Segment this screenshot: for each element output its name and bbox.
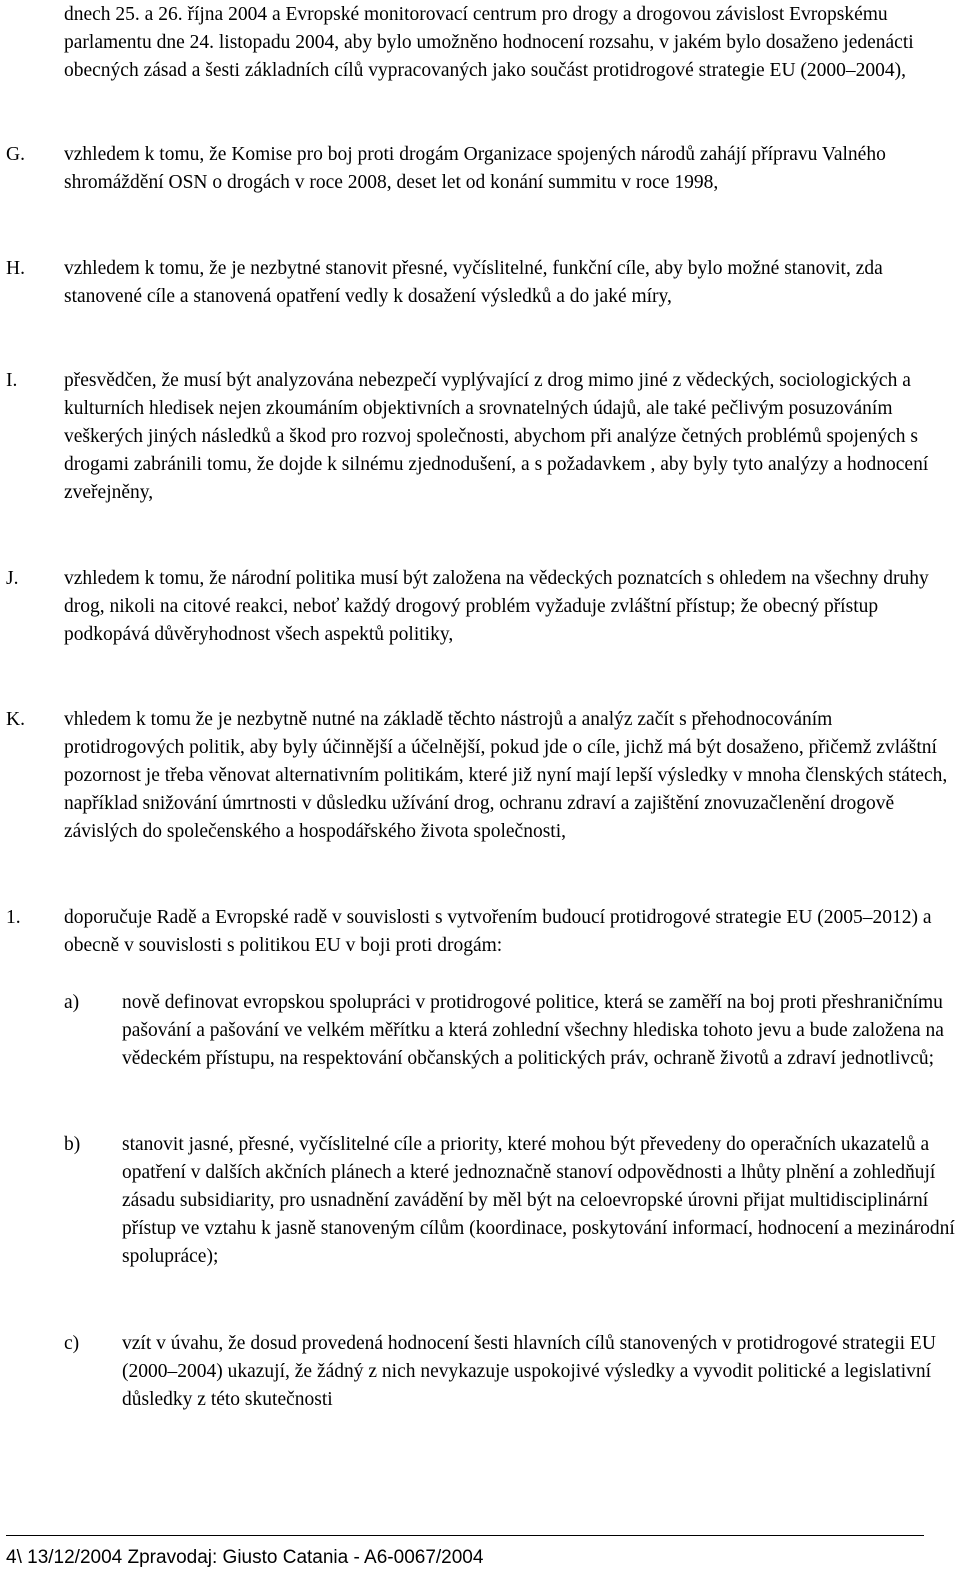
recital-text: vzhledem k tomu, že národní politika musí být založena na vědeckých poznatcích s ohledem na všechny druhy drog, nikoli na citové reakci, neboť každý drogový problém vyžaduje zvláštní přístup; že obecný přístup podkopává důvěryhodnost všech aspektů politiky, — [64, 568, 929, 645]
recital-text: vhledem k tomu že je nezbytně nutné na základě těchto nástrojů a analýz začít s přehodnocováním protidrogových politik, aby byly účinnější a účelnější, pokud jde o cíle, jichž má být dosaženo, přičemž zvláštní pozornost je třeba věnovat alternativním politikám, které již nyní mají lepší výsledky v mnoha členských státech, například snižování úmrtnosti v důsledku užívání drog, ochranu zdraví a zajištění znovuzačlenění drogově závislých do společenského a hospodářského života společnosti, — [64, 709, 948, 842]
point-text: stanovit jasné, přesné, vyčíslitelné cíle a priority, které mohou být převedeny do operačních ukazatelů a opatření v dalších akčních plánech a které jednoznačně stanoví odpovědnosti a lhůty plnění a zohledňují zásadu subsidiarity, pro usnadnění zavádění by měl být na celoevropské úrovni přijat multidisciplinární přístup ve vztahu k jasně stanoveným cílům (koordinace, poskytování informací, hodnocení a mezinárodní spolupráce); — [122, 1134, 955, 1267]
recital-text: vzhledem k tomu, že je nezbytné stanovit přesné, vyčíslitelné, funkční cíle, aby bylo možné stanovit, zda stanovené cíle a stanovená opatření vedly k dosažení výsledků a do jaké míry, — [64, 258, 883, 307]
point-text: nově definovat evropskou spolupráci v protidrogové politice, která se zaměří na boj proti přeshraničnímu pašování a pašování ve velkém měřítku a která zohlední všechny hlediska tohoto jevu a bude založena na vědeckém přístupu, na respektování občanských a politických práv, ochraně životů a zdraví jednotlivců; — [122, 992, 944, 1069]
point-marker: b) — [64, 1134, 81, 1155]
recital-marker: K. — [6, 709, 25, 730]
recital-marker: J. — [6, 568, 19, 589]
recital-text: vzhledem k tomu, že Komise pro boj proti drogám Organizace spojených národů zahájí přípravu Valného shromáždění OSN o drogách v roce 2008, deset let od konání summitu v roce 1998, — [64, 144, 886, 193]
page-footer: 4\ 13/12/2004 Zpravodaj: Giusto Catania - A6-0067/2004 — [6, 1547, 484, 1568]
recommendation-marker: 1. — [6, 907, 21, 928]
point-text: vzít v úvahu, že dosud provedená hodnocení šesti hlavních cílů stanovených v protidrogové strategii EU (2000–2004) ukazují, že žádný z nich nevykazuje uspokojivé výsledky a vyvodit politické a legislativní důsledky z této skutečnosti — [122, 1333, 936, 1410]
footer-divider — [6, 1535, 924, 1536]
recital-marker: I. — [6, 370, 18, 391]
recital-marker: H. — [6, 258, 25, 279]
point-marker: c) — [64, 1333, 80, 1354]
point-marker: a) — [64, 992, 80, 1013]
intro-paragraph: dnech 25. a 26. října 2004 a Evropské monitorovací centrum pro drogy a drogovou závislost Evropskému parlamentu dne 24. listopadu 2004, aby bylo umožněno hodnocení rozsahu, v jakém bylo dosaženo jedenácti obecných zásad a šesti základních cílů vypracovaných jako součást protidrogové strategie EU (2000–2004), — [64, 4, 914, 81]
recital-text: přesvědčen, že musí být analyzována nebezpečí vyplývající z drog mimo jiné z vědeckých, sociologických a kulturních hledisek nejen zkoumáním objektivních a srovnatelných údajů, ale také pečlivým posuzováním veškerých jiných následků a škod pro rozvoj společnosti, abychom při analýze četných problémů spojených s drogami zabránili tomu, že dojde k silnému zjednodušení, a s požadavkem , aby byly tyto analýzy a hodnocení zveřejněny, — [64, 370, 929, 503]
recital-marker: G. — [6, 144, 25, 165]
recommendation-text: doporučuje Radě a Evropské radě v souvislosti s vytvořením budoucí protidrogové strategie EU (2005–2012) a obecně v souvislosti s politikou EU v boji proti drogám: — [64, 907, 932, 956]
